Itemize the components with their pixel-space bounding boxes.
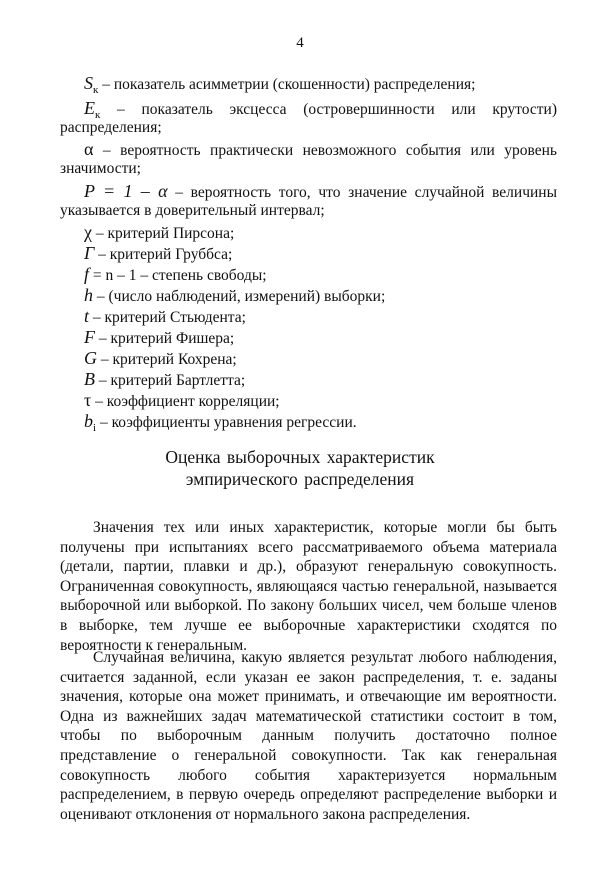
glossary-symbol: S [84, 73, 93, 93]
glossary-symbol-subscript: к [95, 109, 101, 122]
page-number: 4 [296, 35, 304, 51]
glossary-continuation: указывается в доверительный интервал; [60, 202, 325, 219]
glossary-item [84, 222, 557, 244]
glossary-item [84, 348, 557, 370]
glossary-text: – (число наблюдений, измерений) выборки; [93, 288, 386, 305]
glossary-text: – вероятность того, что значение случайной величины [167, 184, 557, 201]
body-paragraph: Случайная величина, какую является результат любого наблюдения, считается заданной, если указан ее закон распределения, т. е. заданы значения, которые она может принимать, и отвечающие им вероятности. Одна из важнейших задач математической статистики состоит в том, чтобы по выборочным данным получить достаточно полное представление о генеральной совокупности. Так как генеральная совокупность любого события характеризуется нормальным распределением, в первую очередь определяют распределение выборки и оценивают отклонения от нормального закона распределения. [60, 649, 557, 823]
glossary-item [84, 411, 557, 438]
glossary-item [84, 181, 557, 203]
glossary-item [84, 306, 557, 328]
glossary-symbol: α [84, 139, 94, 159]
glossary-text: – критерий Кохрена; [97, 351, 237, 368]
glossary-item [84, 369, 557, 391]
glossary-symbol: b [84, 411, 93, 431]
glossary-text: – показатель эксцесса (островершинности или крутости) [100, 101, 557, 118]
glossary-symbol: E [84, 98, 95, 118]
glossary-symbol: B [84, 369, 95, 389]
glossary-symbol: Г [84, 243, 95, 263]
glossary-text: – критерий Стьюдента; [89, 309, 246, 326]
body-paragraph: Значения тех или иных характеристик, которые могли бы быть получены при испытаниях всего рассматриваемого объема материала (детали, партии, плавки и др.), образуют генеральную совокупность. Ограниченная совокупность, являющаяся частью генеральной, называется выборочной или выборкой. По закону больших чисел, чем больше членов в выборке, тем лучше ее выборочные характеристики сходятся по вероятности к генеральным. [60, 519, 557, 654]
glossary-symbol: F [84, 327, 95, 347]
glossary-symbol: G [84, 348, 97, 368]
section-heading-line: Оценка выборочных характеристик [165, 447, 435, 467]
section-heading-line: эмпирического распределения [185, 469, 415, 489]
glossary-item [84, 390, 557, 412]
glossary-text: – вероятность практически невозможного события или уровень [93, 142, 557, 159]
glossary-symbol-subscript: i [93, 422, 97, 435]
glossary-text: – критерий Груббса; [94, 246, 233, 263]
glossary-item [84, 264, 557, 286]
glossary-symbol: P = 1 – α [84, 181, 168, 201]
glossary-symbol: t [84, 306, 90, 326]
glossary-item [84, 73, 557, 100]
glossary-text: – коэффициент корреляции; [91, 393, 280, 410]
glossary-text: – коэффициенты уравнения регрессии. [96, 414, 357, 431]
glossary-symbol-subscript: к [93, 84, 99, 97]
glossary-text: = n – 1 – степень свободы; [89, 267, 267, 284]
glossary-text: – критерий Пирсона; [92, 225, 235, 242]
glossary-item [84, 285, 557, 307]
glossary-text: – критерий Бартлетта; [95, 372, 246, 389]
glossary-item [84, 327, 557, 349]
glossary-symbol: χ [84, 222, 92, 242]
glossary-symbol: f [84, 264, 90, 284]
glossary-text: – критерий Фишера; [95, 330, 235, 347]
glossary-item [84, 139, 557, 161]
section-heading [0, 446, 600, 490]
glossary-symbol: τ [84, 390, 92, 410]
glossary-continuation: значимости; [60, 160, 141, 177]
glossary-item [84, 243, 557, 265]
glossary-symbol: h [84, 285, 93, 305]
glossary-text: – показатель асимметрии (скошенности) распределения; [98, 76, 476, 93]
glossary-continuation: распределения; [60, 119, 162, 136]
